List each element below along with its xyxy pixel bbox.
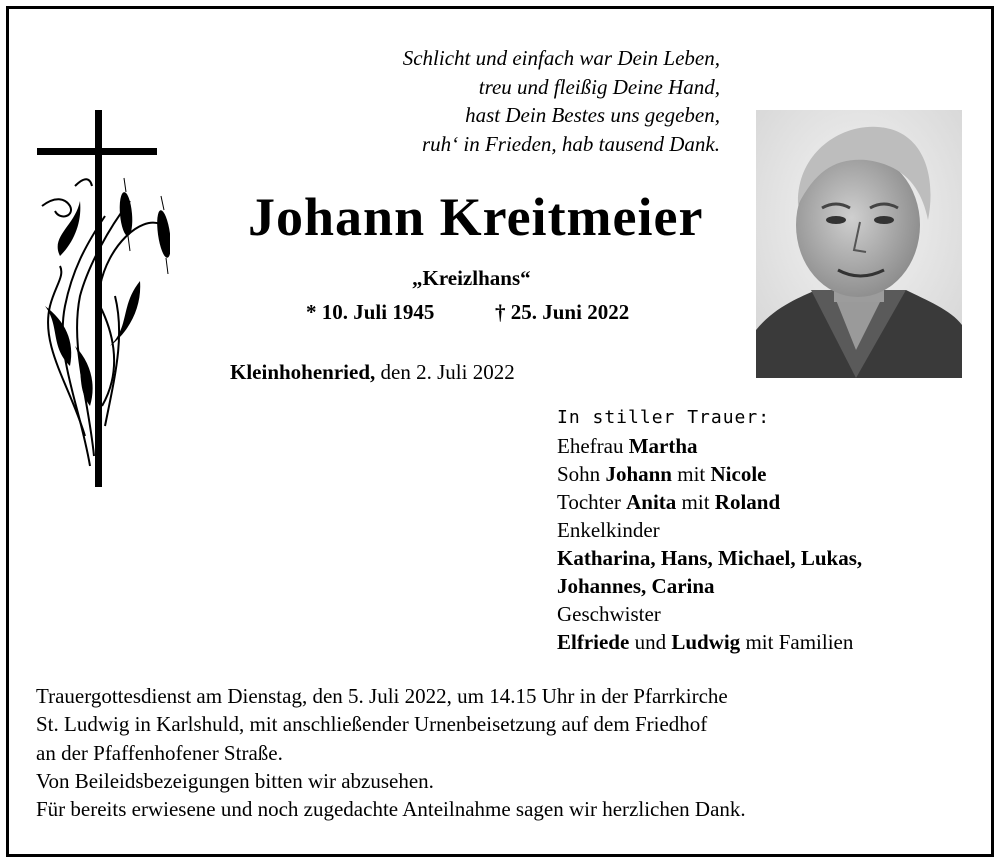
mourner-name: Martha (628, 434, 698, 458)
relation-label: Geschwister (557, 602, 661, 626)
portrait-illustration (756, 110, 962, 378)
mourner-name: Ludwig (671, 630, 741, 654)
place-name: Kleinhohenried, (230, 360, 376, 384)
mourner-line (557, 488, 862, 516)
service-line: Trauergottesdienst am Dienstag, den 5. Juli 2022, um 14.15 Uhr in der Pfarrkirche (36, 684, 728, 708)
mourner-name: Roland (714, 490, 781, 514)
poem-line: ruh‘ in Frieden, hab tausend Dank. (421, 131, 720, 156)
mourner-name: Anita (626, 490, 677, 514)
deceased-name: Johann Kreitmeier (248, 187, 704, 247)
mourner-line (557, 432, 862, 460)
service-line: Für bereits erwiesene und noch zugedachte Anteilnahme sagen wir herzlichen Dank. (36, 797, 746, 822)
cross-with-wheat-icon (30, 106, 170, 491)
service-line: an der Pfaffenhofener Straße. (36, 740, 283, 765)
mourner-name: Nicole (710, 462, 767, 486)
connector-text: mit (671, 462, 711, 486)
birth-date: * 10. Juli 1945 (306, 300, 435, 324)
relation-label: Tochter (557, 490, 627, 514)
memorial-poem (403, 44, 720, 158)
poem-line: Schlicht und einfach war Dein Leben, (402, 46, 720, 70)
death-date: † 25. Juni 2022 (495, 300, 630, 324)
service-line: Von Beileidsbezeigungen bitten wir abzusehen. (36, 768, 434, 793)
poem-line: hast Dein Bestes uns gegeben, (465, 103, 720, 127)
portrait-photo (756, 110, 962, 378)
mourners-list (557, 404, 862, 656)
mourner-line (557, 516, 862, 544)
poem-line: treu und fleißig Deine Hand, (478, 74, 720, 99)
notice-date: den 2. Juli 2022 (380, 360, 515, 384)
mourner-line (557, 572, 862, 600)
mourner-name: Johann (605, 462, 672, 486)
mourner-line (557, 628, 862, 656)
relation-label: Sohn (557, 462, 606, 486)
relation-label: Ehefrau (557, 434, 629, 458)
mourners-heading: In stiller Trauer: (557, 407, 771, 428)
mourner-line (557, 600, 862, 628)
mourner-line (557, 544, 862, 572)
connector-text: mit (676, 490, 715, 514)
deceased-nickname: „Kreizlhans“ (412, 266, 531, 290)
service-line: St. Ludwig in Karlshuld, mit anschließender Urnenbeisetzung auf dem Friedhof (36, 712, 708, 737)
service-info (36, 682, 746, 823)
mourner-line (557, 460, 862, 488)
place-and-date (230, 360, 515, 385)
mourner-name: Johannes, Carina (557, 574, 715, 598)
mourner-name: Katharina, Hans, Michael, Lukas, (557, 546, 863, 570)
relation-label: Enkelkinder (557, 518, 660, 542)
connector-text: und (629, 630, 672, 654)
suffix-text: mit Familien (740, 630, 854, 654)
mourner-name: Elfriede (557, 630, 630, 654)
